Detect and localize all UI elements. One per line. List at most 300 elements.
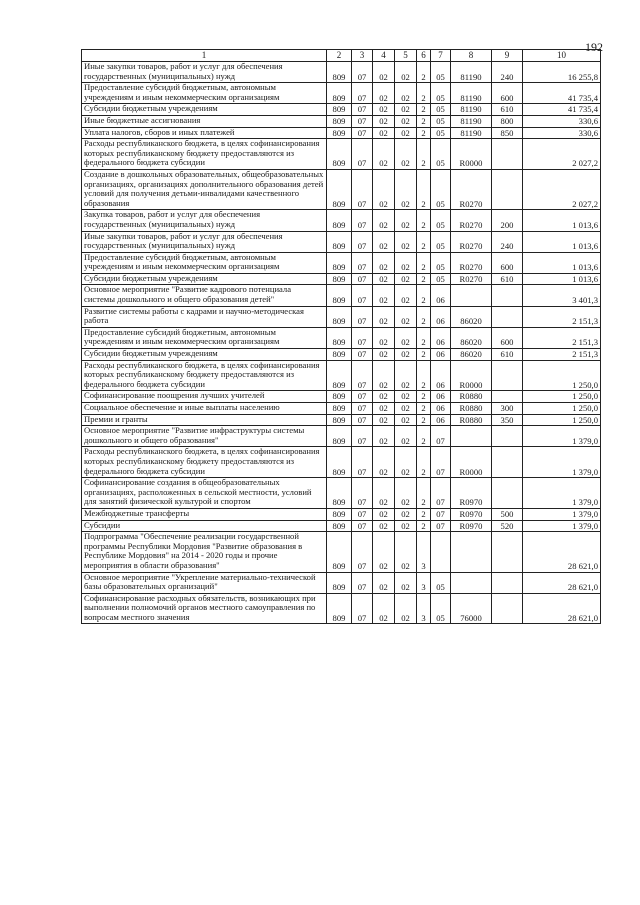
code-direction: [451, 532, 492, 572]
code-subprogram: 2: [417, 508, 431, 520]
code-ministry: 809: [327, 273, 352, 285]
code-subsection: 02: [373, 83, 395, 104]
code-direction: 76000: [451, 593, 492, 624]
amount-cell: 1 013,6: [523, 210, 601, 231]
code-ministry: 809: [327, 62, 352, 83]
amount-cell: 2 027,2: [523, 169, 601, 209]
code-measure: 05: [431, 593, 451, 624]
code-section: 07: [352, 520, 373, 532]
table-row: [82, 62, 601, 83]
code-direction: 86020: [451, 306, 492, 327]
item-name: Развитие системы работы с кадрами и научно-методическая работа: [82, 306, 327, 327]
code-section: 07: [352, 426, 373, 447]
code-subprogram: 2: [417, 115, 431, 127]
item-name: Субсидии бюджетным учреждениям: [82, 104, 327, 116]
item-name: Иные бюджетные ассигнования: [82, 115, 327, 127]
code-section: 07: [352, 447, 373, 478]
table-row: [82, 426, 601, 447]
code-program: 02: [395, 349, 417, 361]
item-name: Расходы республиканского бюджета, в целях софинансирования которых республиканскому бюджету предоставляются из федерального бюджета субсидии: [82, 447, 327, 478]
table-row: [82, 169, 601, 209]
code-measure: 07: [431, 447, 451, 478]
amount-cell: 330,6: [523, 127, 601, 139]
code-direction: [451, 426, 492, 447]
code-ministry: 809: [327, 508, 352, 520]
code-ministry: 809: [327, 478, 352, 509]
code-section: 07: [352, 231, 373, 252]
code-subsection: 02: [373, 360, 395, 391]
table-body: [82, 62, 601, 624]
code-ministry: 809: [327, 349, 352, 361]
code-expense-type: 600: [492, 83, 523, 104]
code-program: 02: [395, 403, 417, 415]
code-ministry: 809: [327, 306, 352, 327]
code-measure: 05: [431, 231, 451, 252]
code-section: 07: [352, 285, 373, 306]
amount-cell: 1 013,6: [523, 252, 601, 273]
code-direction: 81190: [451, 127, 492, 139]
code-expense-type: 300: [492, 403, 523, 415]
table-row: [82, 532, 601, 572]
item-name: Субсидии: [82, 520, 327, 532]
item-name: Субсидии бюджетным учреждениям: [82, 349, 327, 361]
table-row: [82, 508, 601, 520]
code-direction: R0880: [451, 414, 492, 426]
table-row: [82, 520, 601, 532]
code-direction: R0270: [451, 210, 492, 231]
amount-cell: 1 250,0: [523, 403, 601, 415]
code-section: 07: [352, 62, 373, 83]
item-name: Уплата налогов, сборов и иных платежей: [82, 127, 327, 139]
code-expense-type: 350: [492, 414, 523, 426]
code-direction: R0000: [451, 139, 492, 170]
table-row: [82, 273, 601, 285]
code-ministry: 809: [327, 520, 352, 532]
code-subsection: 02: [373, 391, 395, 403]
code-subsection: 02: [373, 139, 395, 170]
amount-cell: 1 013,6: [523, 273, 601, 285]
code-subsection: 02: [373, 520, 395, 532]
code-program: 02: [395, 532, 417, 572]
code-measure: 05: [431, 210, 451, 231]
column-header: 8: [451, 50, 492, 62]
code-section: 07: [352, 252, 373, 273]
amount-cell: 41 735,4: [523, 83, 601, 104]
code-subprogram: 2: [417, 127, 431, 139]
header-row: [82, 50, 601, 62]
code-direction: R0000: [451, 447, 492, 478]
amount-cell: 41 735,4: [523, 104, 601, 116]
code-ministry: 809: [327, 169, 352, 209]
code-program: 02: [395, 508, 417, 520]
amount-cell: 28 621,0: [523, 532, 601, 572]
code-program: 02: [395, 273, 417, 285]
code-measure: 05: [431, 273, 451, 285]
table-row: [82, 115, 601, 127]
item-name: Подпрограмма "Обеспечение реализации государственной программы Республики Мордовия "Развитие образования в Республике Мордовия" на 2014 - 2020 годы и прочие мероприятия в области образования": [82, 532, 327, 572]
code-expense-type: [492, 285, 523, 306]
code-expense-type: 600: [492, 252, 523, 273]
item-name: Премии и гранты: [82, 414, 327, 426]
amount-cell: 16 255,8: [523, 62, 601, 83]
code-expense-type: 850: [492, 127, 523, 139]
code-direction: 81190: [451, 104, 492, 116]
code-subsection: 02: [373, 252, 395, 273]
code-subsection: 02: [373, 593, 395, 624]
code-expense-type: 520: [492, 520, 523, 532]
code-program: 02: [395, 327, 417, 348]
code-expense-type: [492, 360, 523, 391]
code-section: 07: [352, 210, 373, 231]
code-direction: 86020: [451, 349, 492, 361]
code-measure: 06: [431, 414, 451, 426]
code-expense-type: [492, 478, 523, 509]
amount-cell: 28 621,0: [523, 572, 601, 593]
amount-cell: 1 379,0: [523, 478, 601, 509]
amount-cell: 2 151,3: [523, 306, 601, 327]
code-expense-type: [492, 391, 523, 403]
amount-cell: 1 379,0: [523, 426, 601, 447]
code-measure: 07: [431, 426, 451, 447]
page-number: 192: [585, 40, 603, 54]
item-name: Основное мероприятие "Развитие кадрового потенциала системы дошкольного и общего образования детей": [82, 285, 327, 306]
code-program: 02: [395, 285, 417, 306]
code-subprogram: 2: [417, 360, 431, 391]
code-measure: [431, 532, 451, 572]
amount-cell: 1 379,0: [523, 520, 601, 532]
code-expense-type: 500: [492, 508, 523, 520]
code-subprogram: 2: [417, 306, 431, 327]
code-direction: R0880: [451, 403, 492, 415]
code-program: 02: [395, 426, 417, 447]
table-row: [82, 360, 601, 391]
code-subsection: 02: [373, 127, 395, 139]
table-row: [82, 210, 601, 231]
code-subsection: 02: [373, 62, 395, 83]
code-program: 02: [395, 520, 417, 532]
code-direction: 81190: [451, 62, 492, 83]
code-subprogram: 2: [417, 520, 431, 532]
code-subsection: 02: [373, 426, 395, 447]
code-subprogram: 3: [417, 593, 431, 624]
code-section: 07: [352, 572, 373, 593]
code-ministry: 809: [327, 447, 352, 478]
code-section: 07: [352, 139, 373, 170]
column-header: 2: [327, 50, 352, 62]
code-measure: 05: [431, 83, 451, 104]
column-header: 10: [523, 50, 601, 62]
column-header: 3: [352, 50, 373, 62]
code-direction: [451, 285, 492, 306]
code-program: 02: [395, 391, 417, 403]
item-name: Создание в дошкольных образовательных, общеобразовательных организациях, организациях дополнительного образования детей условий для получения детьми-инвалидами качественного образования: [82, 169, 327, 209]
code-program: 02: [395, 169, 417, 209]
code-section: 07: [352, 403, 373, 415]
code-section: 07: [352, 593, 373, 624]
code-ministry: 809: [327, 532, 352, 572]
code-program: 02: [395, 414, 417, 426]
code-subsection: 02: [373, 349, 395, 361]
code-subsection: 02: [373, 115, 395, 127]
column-header: 4: [373, 50, 395, 62]
code-subprogram: 2: [417, 391, 431, 403]
code-direction: R0970: [451, 508, 492, 520]
amount-cell: 2 151,3: [523, 349, 601, 361]
item-name: Софинансирование расходных обязательств, возникающих при выполнении полномочий органов местного самоуправления по вопросам местного значения: [82, 593, 327, 624]
code-subprogram: 2: [417, 62, 431, 83]
code-section: 07: [352, 327, 373, 348]
code-measure: 07: [431, 508, 451, 520]
code-direction: 86020: [451, 327, 492, 348]
code-expense-type: 610: [492, 104, 523, 116]
code-expense-type: 240: [492, 231, 523, 252]
code-subsection: 02: [373, 508, 395, 520]
code-subprogram: 2: [417, 169, 431, 209]
code-subprogram: 2: [417, 104, 431, 116]
code-section: 07: [352, 414, 373, 426]
code-subprogram: 3: [417, 572, 431, 593]
code-subprogram: 2: [417, 139, 431, 170]
amount-cell: 1 379,0: [523, 447, 601, 478]
table-row: [82, 349, 601, 361]
code-measure: 05: [431, 127, 451, 139]
code-subprogram: 2: [417, 231, 431, 252]
item-name: Основное мероприятие "Развитие инфраструктуры системы дошкольного и общего образования": [82, 426, 327, 447]
code-section: 07: [352, 104, 373, 116]
code-measure: 05: [431, 139, 451, 170]
amount-cell: 2 027,2: [523, 139, 601, 170]
item-name: Расходы республиканского бюджета, в целях софинансирования которых республиканскому бюджету предоставляются из федерального бюджета субсидии: [82, 139, 327, 170]
code-ministry: 809: [327, 139, 352, 170]
item-name: Иные закупки товаров, работ и услуг для обеспечения государственных (муниципальных) нужд: [82, 62, 327, 83]
code-measure: 06: [431, 327, 451, 348]
code-expense-type: [492, 532, 523, 572]
code-subprogram: 2: [417, 327, 431, 348]
code-subprogram: 2: [417, 414, 431, 426]
code-ministry: 809: [327, 104, 352, 116]
code-measure: 06: [431, 403, 451, 415]
code-subprogram: 2: [417, 426, 431, 447]
code-measure: 05: [431, 252, 451, 273]
code-measure: 05: [431, 62, 451, 83]
code-section: 07: [352, 83, 373, 104]
code-measure: 05: [431, 115, 451, 127]
code-program: 02: [395, 478, 417, 509]
code-subsection: 02: [373, 403, 395, 415]
amount-cell: 1 379,0: [523, 508, 601, 520]
code-subsection: 02: [373, 273, 395, 285]
code-measure: 06: [431, 360, 451, 391]
code-subprogram: 2: [417, 478, 431, 509]
amount-cell: 1 250,0: [523, 414, 601, 426]
code-program: 02: [395, 252, 417, 273]
amount-cell: 2 151,3: [523, 327, 601, 348]
code-subsection: 02: [373, 572, 395, 593]
code-subsection: 02: [373, 231, 395, 252]
column-header: 7: [431, 50, 451, 62]
code-direction: R0270: [451, 273, 492, 285]
code-subsection: 02: [373, 414, 395, 426]
item-name: Межбюджетные трансферты: [82, 508, 327, 520]
item-name: Предоставление субсидий бюджетным, автономным учреждениям и иным некоммерческим организациям: [82, 327, 327, 348]
code-direction: R0270: [451, 169, 492, 209]
item-name: Иные закупки товаров, работ и услуг для обеспечения государственных (муниципальных) нужд: [82, 231, 327, 252]
code-subprogram: 2: [417, 83, 431, 104]
code-ministry: 809: [327, 426, 352, 447]
table-row: [82, 403, 601, 415]
table-row: [82, 231, 601, 252]
code-expense-type: 800: [492, 115, 523, 127]
code-ministry: 809: [327, 83, 352, 104]
table-row: [82, 391, 601, 403]
column-header: 6: [417, 50, 431, 62]
budget-table: [81, 49, 601, 624]
code-expense-type: [492, 426, 523, 447]
item-name: Предоставление субсидий бюджетным, автономным учреждениям и иным некоммерческим организациям: [82, 83, 327, 104]
code-measure: 05: [431, 104, 451, 116]
code-subsection: 02: [373, 447, 395, 478]
code-section: 07: [352, 127, 373, 139]
code-section: 07: [352, 508, 373, 520]
code-measure: 06: [431, 391, 451, 403]
amount-cell: 1 250,0: [523, 391, 601, 403]
code-ministry: 809: [327, 115, 352, 127]
code-program: 02: [395, 360, 417, 391]
column-header: 5: [395, 50, 417, 62]
code-subsection: 02: [373, 327, 395, 348]
code-expense-type: 610: [492, 349, 523, 361]
code-expense-type: [492, 306, 523, 327]
code-measure: 06: [431, 285, 451, 306]
item-name: Основное мероприятие "Укрепление материально-технической базы образовательных организаций": [82, 572, 327, 593]
code-ministry: 809: [327, 231, 352, 252]
code-subprogram: 2: [417, 273, 431, 285]
code-program: 02: [395, 593, 417, 624]
code-expense-type: [492, 447, 523, 478]
code-direction: R0270: [451, 252, 492, 273]
code-subprogram: 2: [417, 403, 431, 415]
table-row: [82, 447, 601, 478]
item-name: Предоставление субсидий бюджетным, автономным учреждениям и иным некоммерческим организациям: [82, 252, 327, 273]
code-expense-type: [492, 593, 523, 624]
code-expense-type: [492, 169, 523, 209]
code-subprogram: 2: [417, 285, 431, 306]
table-row: [82, 306, 601, 327]
code-expense-type: 600: [492, 327, 523, 348]
table-row: [82, 327, 601, 348]
code-program: 02: [395, 104, 417, 116]
column-header: 9: [492, 50, 523, 62]
code-subsection: 02: [373, 169, 395, 209]
table-row: [82, 414, 601, 426]
amount-cell: 330,6: [523, 115, 601, 127]
code-ministry: 809: [327, 360, 352, 391]
code-ministry: 809: [327, 593, 352, 624]
code-expense-type: [492, 139, 523, 170]
code-program: 02: [395, 139, 417, 170]
code-measure: 07: [431, 520, 451, 532]
code-ministry: 809: [327, 285, 352, 306]
code-subsection: 02: [373, 478, 395, 509]
code-ministry: 809: [327, 414, 352, 426]
table-row: [82, 593, 601, 624]
code-program: 02: [395, 231, 417, 252]
code-program: 02: [395, 62, 417, 83]
code-subprogram: 2: [417, 447, 431, 478]
code-subsection: 02: [373, 306, 395, 327]
column-header: 1: [82, 50, 327, 62]
code-expense-type: 240: [492, 62, 523, 83]
code-direction: R0970: [451, 478, 492, 509]
code-ministry: 809: [327, 127, 352, 139]
code-section: 07: [352, 391, 373, 403]
code-program: 02: [395, 115, 417, 127]
code-subprogram: 2: [417, 210, 431, 231]
code-subprogram: 3: [417, 532, 431, 572]
code-ministry: 809: [327, 572, 352, 593]
code-subsection: 02: [373, 532, 395, 572]
code-section: 07: [352, 349, 373, 361]
code-program: 02: [395, 447, 417, 478]
code-measure: 06: [431, 306, 451, 327]
table-row: [82, 139, 601, 170]
table-row: [82, 478, 601, 509]
table-row: [82, 127, 601, 139]
code-direction: R0880: [451, 391, 492, 403]
code-section: 07: [352, 532, 373, 572]
code-program: 02: [395, 306, 417, 327]
item-name: Расходы республиканского бюджета, в целях софинансирования которых республиканскому бюджету предоставляются из федерального бюджета субсидии: [82, 360, 327, 391]
code-ministry: 809: [327, 327, 352, 348]
table-row: [82, 252, 601, 273]
code-subsection: 02: [373, 104, 395, 116]
item-name: Субсидии бюджетным учреждениям: [82, 273, 327, 285]
code-direction: [451, 572, 492, 593]
item-name: Социальное обеспечение и иные выплаты населению: [82, 403, 327, 415]
amount-cell: 28 621,0: [523, 593, 601, 624]
code-section: 07: [352, 115, 373, 127]
code-direction: R0270: [451, 231, 492, 252]
code-subprogram: 2: [417, 252, 431, 273]
table-row: [82, 83, 601, 104]
code-ministry: 809: [327, 210, 352, 231]
code-subsection: 02: [373, 285, 395, 306]
code-direction: 81190: [451, 83, 492, 104]
code-subsection: 02: [373, 210, 395, 231]
code-measure: 05: [431, 572, 451, 593]
code-section: 07: [352, 169, 373, 209]
code-expense-type: 200: [492, 210, 523, 231]
code-section: 07: [352, 478, 373, 509]
code-program: 02: [395, 572, 417, 593]
code-direction: R0000: [451, 360, 492, 391]
item-name: Софинансирование поощрения лучших учителей: [82, 391, 327, 403]
code-program: 02: [395, 83, 417, 104]
amount-cell: 3 401,3: [523, 285, 601, 306]
code-expense-type: 610: [492, 273, 523, 285]
code-section: 07: [352, 306, 373, 327]
table-row: [82, 104, 601, 116]
code-ministry: 809: [327, 391, 352, 403]
code-direction: 81190: [451, 115, 492, 127]
table-row: [82, 285, 601, 306]
code-subprogram: 2: [417, 349, 431, 361]
code-ministry: 809: [327, 252, 352, 273]
code-measure: 07: [431, 478, 451, 509]
item-name: Софинансирование создания в общеобразовательных организациях, расположенных в сельской местности, условий для занятий физической культурой и спортом: [82, 478, 327, 509]
amount-cell: 1 250,0: [523, 360, 601, 391]
code-ministry: 809: [327, 403, 352, 415]
